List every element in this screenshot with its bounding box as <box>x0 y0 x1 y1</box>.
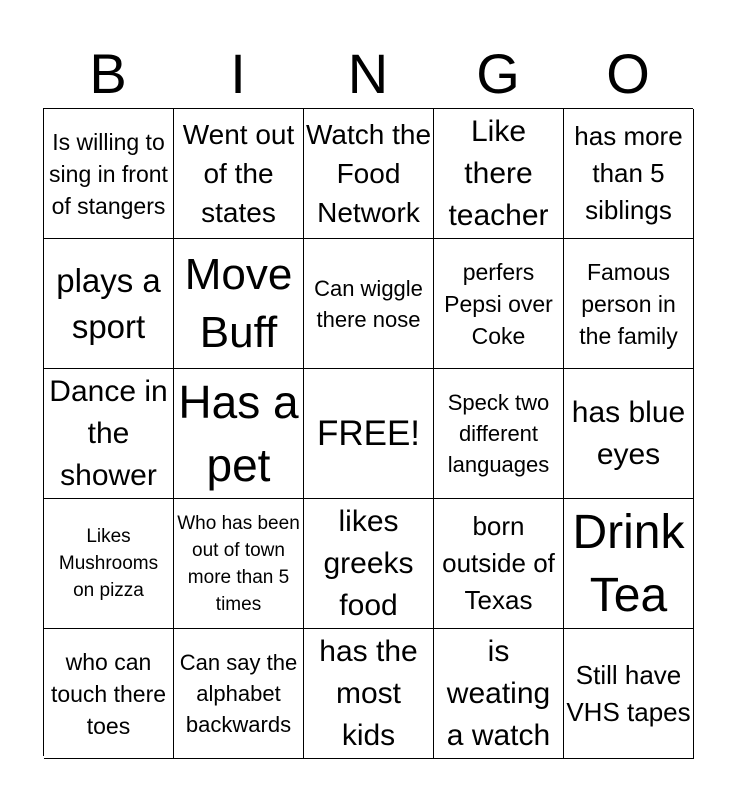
header-letter-b: B <box>89 42 127 105</box>
cell-label: FREE! <box>316 413 421 453</box>
bingo-cell-r3c4[interactable] <box>434 369 564 499</box>
header-letter-o: O <box>606 42 650 105</box>
bingo-cell-r3c1[interactable] <box>44 369 174 499</box>
cell-label: Can say the alphabet backwards <box>179 650 298 737</box>
cell-label: Watch the Food Network <box>306 119 432 228</box>
bingo-cell-r3c5[interactable] <box>564 369 694 499</box>
bingo-cell-r5c3[interactable] <box>304 629 434 759</box>
bingo-cell-r3c3[interactable] <box>304 369 434 499</box>
bingo-cell-r2c2[interactable] <box>174 239 304 369</box>
bingo-cell-r5c2[interactable] <box>174 629 304 759</box>
cell-label: has blue eyes <box>571 395 686 471</box>
bingo-card-grid <box>43 108 693 756</box>
bingo-cell-r1c1[interactable] <box>44 109 174 239</box>
cell-label: Dance in the shower <box>49 374 168 492</box>
bingo-cell-r5c4[interactable] <box>434 629 564 759</box>
cell-label: has the most kids <box>319 634 418 752</box>
cell-label: Famous person in the family <box>579 258 678 349</box>
cell-label: Still have VHS tapes <box>566 659 691 727</box>
bingo-cell-r5c1[interactable] <box>44 629 174 759</box>
header-letter-g: G <box>476 42 520 105</box>
bingo-cell-r2c5[interactable] <box>564 239 694 369</box>
cell-label: Drink Tea <box>572 505 685 622</box>
bingo-cell-r1c2[interactable] <box>174 109 304 239</box>
bingo-cell-r5c5[interactable] <box>564 629 694 759</box>
header-letter-n: N <box>347 42 389 105</box>
cell-label: Move Buff <box>184 249 293 357</box>
cell-label: Speck two different languages <box>447 390 550 477</box>
cell-label: Who has been out of town more than 5 times <box>177 512 300 615</box>
bingo-cell-r4c2[interactable] <box>174 499 304 629</box>
cell-label: Can wiggle there nose <box>314 275 423 332</box>
bingo-cell-r4c5[interactable] <box>564 499 694 629</box>
bingo-cell-r1c4[interactable] <box>434 109 564 239</box>
bingo-cell-r3c2[interactable] <box>174 369 304 499</box>
bingo-cell-r1c3[interactable] <box>304 109 434 239</box>
cell-label: born outside of Texas <box>442 511 555 615</box>
cell-label: has more than 5 siblings <box>574 121 683 225</box>
cell-label: Likes Mushrooms on pizza <box>58 526 159 601</box>
cell-label: likes greeks food <box>323 504 414 622</box>
cell-label: who can touch there toes <box>50 648 167 739</box>
cell-label: is weating a watch <box>446 634 551 752</box>
bingo-cell-r1c5[interactable] <box>564 109 694 239</box>
bingo-cell-r2c3[interactable] <box>304 239 434 369</box>
bingo-header <box>43 40 693 108</box>
bingo-cell-r2c4[interactable] <box>434 239 564 369</box>
cell-label: Has a pet <box>178 375 299 491</box>
bingo-cell-r4c3[interactable] <box>304 499 434 629</box>
bingo-cell-r4c1[interactable] <box>44 499 174 629</box>
cell-label: Went out of the states <box>182 119 295 228</box>
bingo-cell-r2c1[interactable] <box>44 239 174 369</box>
header-letter-i: I <box>230 42 246 105</box>
cell-label: plays a sport <box>56 261 161 345</box>
cell-label: perfers Pepsi over Coke <box>444 258 553 349</box>
cell-label: Like there teacher <box>448 114 549 232</box>
cell-label: Is willing to sing in front of stangers <box>49 128 168 219</box>
bingo-cell-r4c4[interactable] <box>434 499 564 629</box>
